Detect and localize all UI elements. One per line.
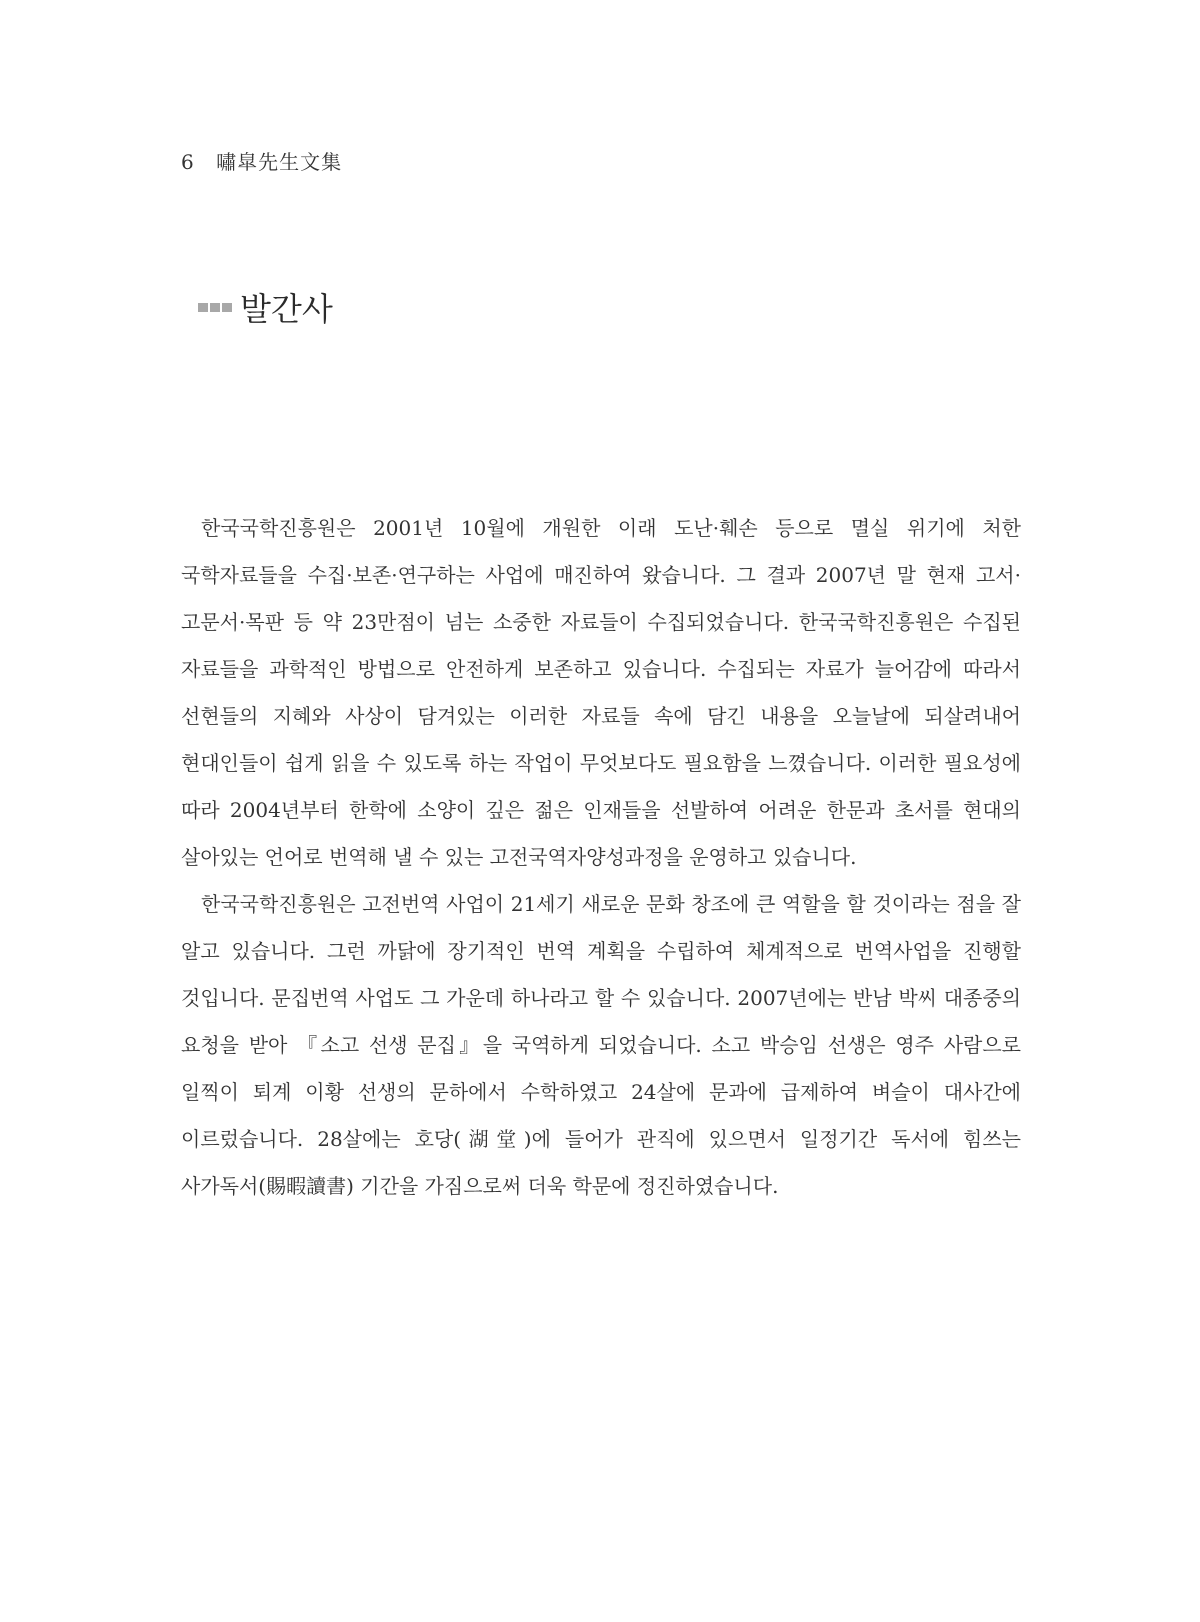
section-title: 발간사 bbox=[240, 290, 333, 328]
title-marker-icon bbox=[198, 303, 232, 312]
page-number: 6 bbox=[181, 150, 195, 174]
section-heading bbox=[198, 284, 333, 330]
running-head bbox=[181, 146, 342, 175]
paragraph-2: 한국국학진흥원은 고전번역 사업이 21세기 새로운 문화 창조에 큰 역할을 할 것이라는 점을 잘 알고 있습니다. 그런 까닭에 장기적인 번역 계획을 수립하여 체계적으로 번역사업을 진행할 것입니다. 문집번역 사업도 그 가운데 하나라고 할 수 있습니다. 2007년에는 반남 박씨 대종중의 요청을 받아 『소고 선생 문집』을 국역하게 되었습니다. 소고 박승임 선생은 영주 사람으로 일찍이 퇴계 이황 선생의 문하에서 수학하였고 24살에 문과에 급제하여 벼슬이 대사간에 이르렀습니다. 28살에는 호당(湖堂)에 들어가 관직에 있으면서 일정기간 독서에 힘쓰는 사가독서(賜暇讀書) 기간을 가짐으로써 더욱 학문에 정진하였습니다. bbox=[181, 892, 1021, 1198]
book-title: 嘯皐先生文集 bbox=[216, 150, 343, 174]
body-text bbox=[181, 505, 1021, 1210]
paragraph-1: 한국국학진흥원은 2001년 10월에 개원한 이래 도난·훼손 등으로 멸실 위기에 처한 국학자료들을 수집·보존·연구하는 사업에 매진하여 왔습니다. 그 결과 2007년 말 현재 고서·고문서·목판 등 약 23만점이 넘는 소중한 자료들이 수집되었습니다. 한국국학진흥원은 수집된 자료들을 과학적인 방법으로 안전하게 보존하고 있습니다. 수집되는 자료가 늘어감에 따라서 선현들의 지혜와 사상이 담겨있는 이러한 자료들 속에 담긴 내용을 오늘날에 되살려내어 현대인들이 쉽게 읽을 수 있도록 하는 작업이 무엇보다도 필요함을 느꼈습니다. 이러한 필요성에 따라 2004년부터 한학에 소양이 깊은 젊은 인재들을 선발하여 어려운 한문과 초서를 현대의 살아있는 언어로 번역해 낼 수 있는 고전국역자양성과정을 운영하고 있습니다. bbox=[181, 516, 1021, 869]
